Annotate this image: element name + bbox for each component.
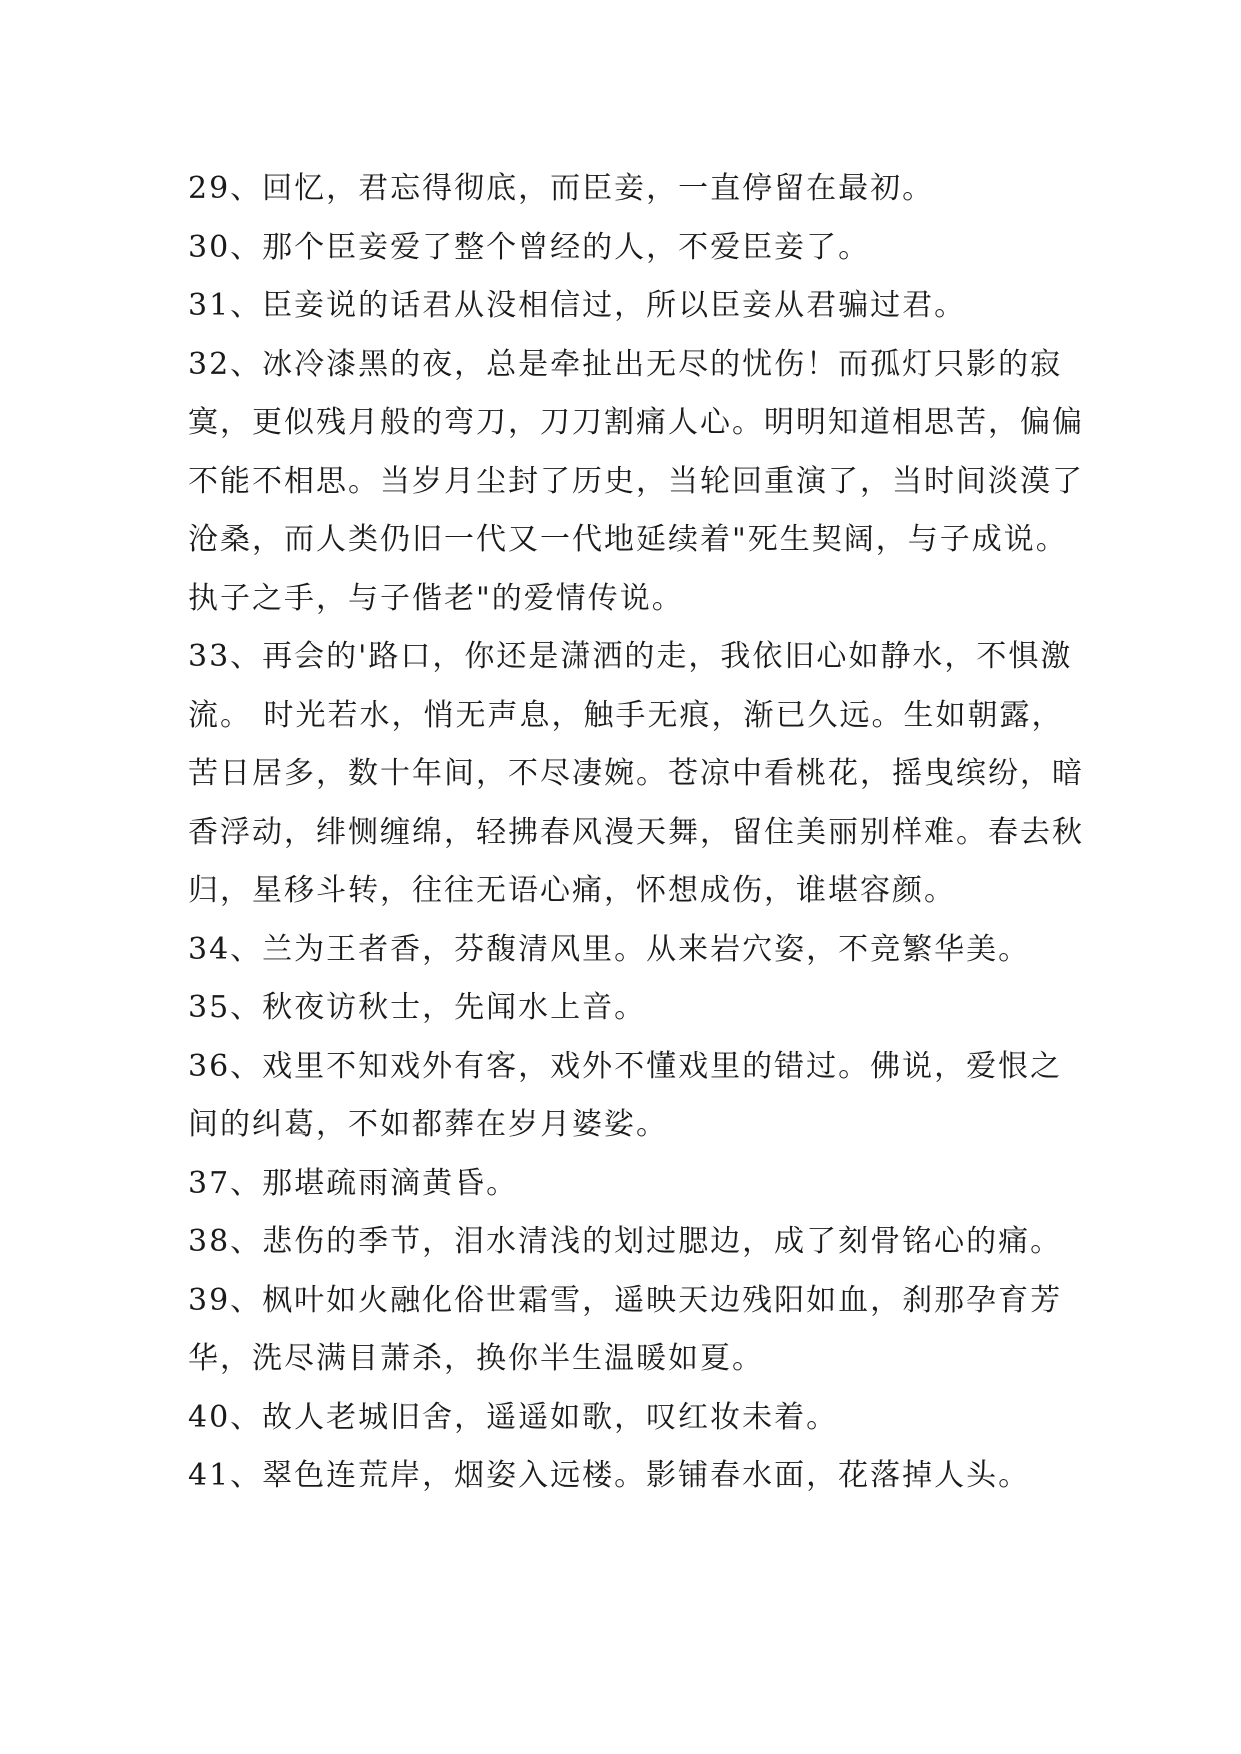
quote-item: 40、故人老城旧舍，遥遥如歌，叹红妆未着。 [188,1399,839,1435]
quote-item: 41、翠色连荒岸，烟姿入远楼。影铺春水面，花落掉人头。 [188,1458,1031,1493]
quote-item: 33、再会的'路口，你还是潇洒的走，我依旧心如静水，不惧激流。 时光若水，悄无声息，触手无痕，渐已久远。生如朝露，苦日居多，数十年间，不尽凄婉。苍凉中看桃花，摇曳缤纷，暗香浮动，绯恻缠绵，轻拂春风漫天舞，留住美丽别样难。春去秋归，星移斗转，往往无语心痛，怀想成伤，谁堪容颜。 [188,639,1084,908]
quote-item: 38、悲伤的季节，泪水清浅的划过腮边，成了刻骨铭心的痛。 [188,1224,1063,1259]
quote-list [188,160,1088,1506]
quote-item: 37、那堪疏雨滴黄昏。 [188,1165,519,1201]
quote-item: 31、臣妾说的话君从没相信过，所以臣妾从君骗过君。 [188,288,967,323]
quote-item: 39、枫叶如火融化俗世霜雪，遥映天边残阳如血，刹那孕育芳华，洗尽满目萧杀，换你半生温暖如夏。 [188,1282,1063,1376]
quote-item: 29、回忆，君忘得彻底，而臣妾，一直停留在最初。 [188,171,935,206]
quote-item: 36、戏里不知戏外有客，戏外不懂戏里的错过。佛说，爱恨之间的纠葛，不如都葬在岁月婆娑。 [188,1048,1063,1142]
quote-item: 34、兰为王者香，芬馥清风里。从来岩穴姿，不竞繁华美。 [188,931,1031,967]
quote-item: 35、秋夜访秋士，先闻水上音。 [188,990,647,1025]
quote-item: 32、冰冷漆黑的夜，总是牵扯出无尽的忧伤！而孤灯只影的寂寞，更似残月般的弯刀，刀刀割痛人心。明明知道相思苦，偏偏不能不相思。当岁月尘封了历史，当轮回重演了，当时间淡漠了沧桑，而人类仍旧一代又一代地延续着"死生契阔，与子成说。执子之手，与子偕老"的爱情传说。 [188,346,1084,616]
quote-item: 30、那个臣妾爱了整个曾经的人，不爱臣妾了。 [188,229,871,265]
